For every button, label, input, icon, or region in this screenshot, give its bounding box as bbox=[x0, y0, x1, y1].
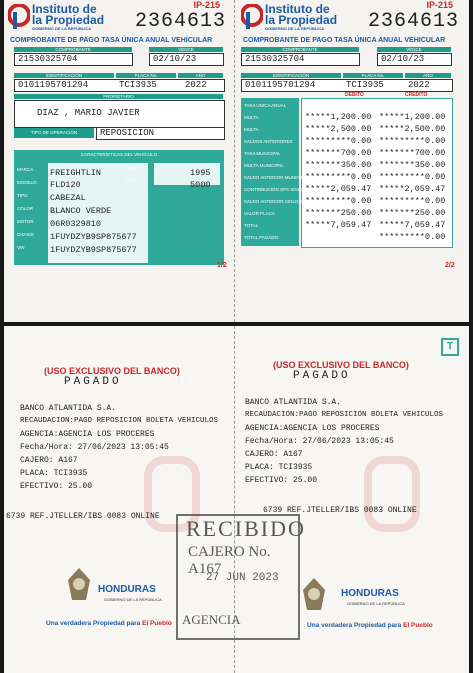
vehicle-chasis: 1FUYDZYB9SP875677 bbox=[50, 232, 137, 242]
page-number-left: 1/2 bbox=[217, 262, 227, 269]
receipt-right-copy bbox=[237, 0, 465, 322]
debito-label: DÉBITO bbox=[345, 92, 364, 98]
stamp-received: RECIBIDO bbox=[186, 516, 306, 541]
honduras-coat-of-arms-icon bbox=[64, 566, 94, 602]
fee-credit: *******700.00 bbox=[379, 148, 446, 158]
fee-credit: *******350.00 bbox=[379, 160, 446, 170]
bank-name: BANCO ATLANTIDA S.A. bbox=[20, 404, 117, 413]
vehicle-vin: 1FUYDZYB9SP875677 bbox=[50, 245, 137, 255]
fee-debit: *******250.00 bbox=[305, 208, 372, 218]
bank-recaudacion: RECAUDACION:PAGO REPOSICION BOLETA VEHICULOS bbox=[20, 417, 219, 425]
fee-debit: *********0.00 bbox=[305, 172, 372, 182]
fee-debit: *******700.00 bbox=[305, 148, 372, 158]
fee-label: CONTRIBUCIÓN SPS SIGLO XXI bbox=[244, 187, 313, 192]
paid-label: PAGADO bbox=[293, 370, 351, 382]
placa-value: TCI3935 bbox=[346, 80, 384, 90]
identificacion-value: 0101195701294 bbox=[18, 80, 89, 90]
fee-label: MULTA MUNICIPAL bbox=[244, 163, 284, 168]
received-stamp bbox=[176, 514, 306, 640]
bank-reference: 6739 REF.JTELLER/IBS 0083 ONLINE bbox=[263, 506, 417, 515]
vehicle-label: CHASIS bbox=[17, 232, 34, 237]
fee-label: TASA ÚNICA ANUAL bbox=[244, 103, 287, 108]
receipt-title: COMPROBANTE DE PAGO TASA ÚNICA ANUAL VEHICULAR bbox=[10, 37, 213, 44]
fee-debit: *******350.00 bbox=[305, 160, 372, 170]
stamp-date: 27 JUN 2023 bbox=[206, 572, 279, 584]
fee-debit: *****2,059.47 bbox=[305, 184, 372, 194]
fee-label: TOTAL bbox=[244, 223, 259, 228]
identificacion-label: IDENTIFICACIÓN bbox=[241, 73, 341, 78]
receipt-title: COMPROBANTE DE PAGO TASA ÚNICA ANUAL VEHICULAR bbox=[243, 37, 446, 44]
slogan: Una verdadera Propiedad para El Pueblo bbox=[307, 622, 433, 629]
fee-label: TASA MUNICIPAL bbox=[244, 151, 281, 156]
vehicle-label: TIPO bbox=[17, 193, 28, 198]
placa-value: TCI3935 bbox=[119, 80, 157, 90]
bank-recaudacion: RECAUDACION:PAGO REPOSICION BOLETA VEHICULOS bbox=[245, 411, 444, 419]
bank-cajero: CAJERO: A167 bbox=[245, 450, 303, 459]
propietario-value bbox=[14, 100, 225, 128]
anio-value: 2022 bbox=[185, 80, 207, 90]
vehicle-label: MODELO bbox=[17, 180, 37, 185]
fee-label: MULTA bbox=[244, 127, 259, 132]
fee-credit: *********0.00 bbox=[379, 172, 446, 182]
comprobante-value: 21530325704 bbox=[14, 53, 133, 66]
bank-name: BANCO ATLANTIDA S.A. bbox=[245, 398, 342, 407]
vehicle-cc: 5000 bbox=[190, 180, 211, 190]
placa-label: PLACA No. bbox=[343, 73, 403, 78]
credito-label: CRÉDITO bbox=[405, 92, 428, 98]
fee-debit: *********0.00 bbox=[305, 196, 372, 206]
perforation-line bbox=[234, 0, 236, 322]
vehicle-tipo: CABEZAL bbox=[50, 193, 86, 203]
vehicle-section-title: CARACTERÍSTICAS DEL VEHÍCULO bbox=[80, 152, 158, 157]
anio-label: AÑO bbox=[178, 73, 223, 78]
fee-credit: *****7,059.47 bbox=[379, 220, 446, 230]
fee-label: VALOR PLACA bbox=[244, 211, 275, 216]
fee-label: SALDOS ANTERIORES bbox=[244, 139, 293, 144]
vence-value: 02/10/23 bbox=[149, 53, 224, 66]
anio-value: 2022 bbox=[408, 80, 430, 90]
bank-agencia: AGENCIA:AGENCIA LOS PROCERES bbox=[20, 430, 155, 439]
vence-label: VENCE bbox=[149, 47, 223, 52]
government-label: GOBIERNO DE LA REPÚBLICA bbox=[347, 601, 405, 606]
receipt-left-copy bbox=[4, 0, 232, 322]
country-name: HONDURAS bbox=[98, 584, 156, 595]
stamp-agency: AGENCIA bbox=[182, 612, 241, 627]
propietario-label: PROPIETARIO bbox=[14, 94, 223, 99]
vehicle-label: COLOR bbox=[17, 206, 34, 211]
fee-label: TOTAL PAGADO bbox=[244, 235, 279, 240]
vence-value: 02/10/23 bbox=[377, 53, 452, 66]
paid-label: PAGADO bbox=[64, 376, 122, 388]
fee-debit: *****1,200.00 bbox=[305, 112, 372, 122]
institution-name: Instituto de la Propiedad GOBIERNO DE LA REPÚBLICA bbox=[32, 2, 105, 31]
fee-credit: *********0.00 bbox=[379, 232, 446, 242]
form-code: IP-215 bbox=[426, 0, 453, 10]
receipt-number: 2364613 bbox=[367, 10, 459, 33]
bank-header: (USO EXCLUSIVO DEL BANCO) bbox=[44, 366, 180, 376]
fee-credit: *****2,500.00 bbox=[379, 124, 446, 134]
government-label: GOBIERNO DE LA REPÚBLICA bbox=[104, 597, 162, 602]
vehicle-label: MOTOR bbox=[17, 219, 34, 224]
fee-credit: *****2,059.47 bbox=[379, 184, 446, 194]
fee-credit: *****1,200.00 bbox=[379, 112, 446, 122]
fee-debit: *****2,500.00 bbox=[305, 124, 372, 134]
placa-label: PLACA No. bbox=[116, 73, 176, 78]
bank-cajero: CAJERO: A167 bbox=[20, 456, 78, 465]
institute-logo-icon bbox=[241, 4, 263, 30]
fee-label: MULTA bbox=[244, 115, 259, 120]
bank-receipt bbox=[4, 326, 469, 673]
fee-label: SALDO ANTERIOR SIGLO XXI bbox=[244, 199, 308, 204]
slogan: Una verdadera Propiedad para El Pueblo bbox=[46, 620, 172, 627]
institute-logo-icon bbox=[8, 4, 30, 30]
bank-header: (USO EXCLUSIVO DEL BANCO) bbox=[273, 360, 409, 370]
cc-label: C.C. bbox=[126, 178, 135, 183]
vehicle-year: 1995 bbox=[190, 168, 211, 178]
institution-name: Instituto de la Propiedad GOBIERNO DE LA REPÚBLICA bbox=[265, 2, 338, 31]
identificacion-row bbox=[241, 79, 453, 92]
fee-credit: *******250.00 bbox=[379, 208, 446, 218]
bank-agencia: AGENCIA:AGENCIA LOS PROCERES bbox=[245, 424, 380, 433]
vehicle-marca: FREIGHTLIN bbox=[50, 168, 102, 178]
receipt-number: 2364613 bbox=[134, 10, 226, 33]
bank-efectivo: EFECTIVO: 25.00 bbox=[245, 476, 318, 485]
owner-name: DIAZ , MARIO JAVIER bbox=[37, 108, 140, 118]
tipo-operacion-value: REPOSICION bbox=[96, 127, 225, 140]
vehicle-label: VIN bbox=[17, 245, 25, 250]
fee-debit: *****7,059.47 bbox=[305, 220, 372, 230]
identificacion-row bbox=[14, 79, 225, 92]
fee-credit: *********0.00 bbox=[379, 196, 446, 206]
comprobante-label: COMPROBANTE bbox=[14, 47, 132, 52]
anio-label: AÑO bbox=[405, 73, 451, 78]
vehicle-color: BLANCO VERDE bbox=[50, 206, 112, 216]
comprobante-value: 21530325704 bbox=[241, 53, 360, 66]
identificacion-value: 0101195701294 bbox=[245, 80, 316, 90]
vehicle-motor: 06R0329810 bbox=[50, 219, 102, 229]
bank-efectivo: EFECTIVO: 25.00 bbox=[20, 482, 93, 491]
comprobante-label: COMPROBANTE bbox=[241, 47, 359, 52]
bank-placa: PLACA: TCI3935 bbox=[245, 463, 313, 472]
bank-fecha: Fecha/Hora: 27/06/2023 13:05:45 bbox=[245, 437, 394, 446]
fee-credit: *********0.00 bbox=[379, 136, 446, 146]
identificacion-label: IDENTIFICACIÓN bbox=[14, 73, 114, 78]
fee-label: SALDO ANTERIOR MUNICIPAL bbox=[244, 175, 309, 180]
year-label: AÑO bbox=[126, 166, 136, 171]
tipo-operacion-label: TIPO DE OPERACIÓN bbox=[14, 128, 94, 138]
stamp-cashier: CAJERO No. A167 bbox=[188, 544, 271, 577]
vehicle-modelo: FLD120 bbox=[50, 180, 81, 190]
tax-receipt bbox=[4, 0, 469, 322]
bank-fecha: Fecha/Hora: 27/06/2023 13:05:45 bbox=[20, 443, 169, 452]
form-code: IP-215 bbox=[193, 0, 220, 10]
honduras-coat-of-arms-icon bbox=[299, 576, 329, 612]
bank-reference: 6739 REF.JTELLER/IBS 0083 ONLINE bbox=[6, 512, 160, 521]
page-number-right: 2/2 bbox=[445, 262, 455, 269]
vence-label: VENCE bbox=[377, 47, 451, 52]
fee-debit: *********0.00 bbox=[305, 136, 372, 146]
vehicle-label: MARCA bbox=[17, 167, 34, 172]
country-name: HONDURAS bbox=[341, 588, 399, 599]
bank-placa: PLACA: TCI3935 bbox=[20, 469, 88, 478]
corner-mark-icon: T bbox=[441, 338, 459, 356]
